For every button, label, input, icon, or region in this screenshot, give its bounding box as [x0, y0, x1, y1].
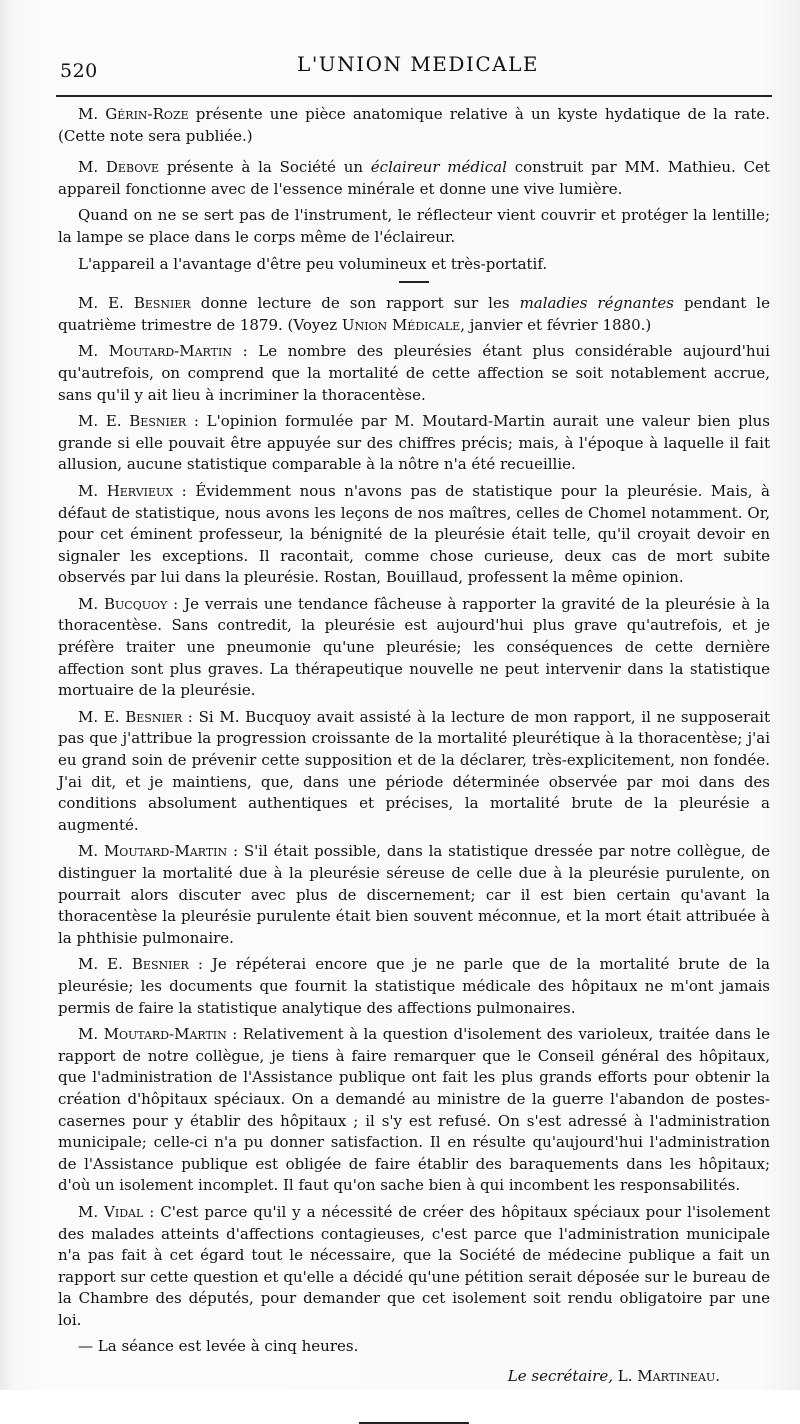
speaker-name: M. Hervieux :	[78, 481, 187, 500]
paragraph	[58, 481, 770, 589]
paragraph	[58, 254, 770, 276]
paragraph-text: C'est parce qu'il y a nécessité de créer des hôpitaux spéciaux pour l'isolement des malades atteints d'affections contagieuses, c'est parce que l'administration municipale n'a pas fait à cet égard tout le nécessaire, que la Société de médecine publique a fait un rapport sur cette question et qu'elle a décidé qu'une pétition serait déposée sur le bureau de la Chambre des députés, pour demander que cet isolement soit rendu obligatoire par une loi.	[58, 1202, 770, 1329]
paragraph-text: Relativement à la question d'isolement des varioleux, traitée dans le rapport de notre collègue, je tiens à faire remarquer que le Conseil général des hôpitaux, que l'administration de l'Assistance publique ont fait les plus grands efforts pour obtenir la création d'hôpitaux spéciaux. On a demandé au ministre de la guerre l'abandon de postes-casernes pour y établir des hôpitaux ; il s'y est refusé. On s'est adressé à l'administration municipale; celle-ci n'a pu donner satisfaction. Il en résulte qu'aujourd'hui l'administration de l'Assistance publique est obligée de faire établir des baraquements dans les hôpitaux; d'où un isolement incomplet. Il faut qu'on sache bien à qui incombent les responsabilités.	[58, 1025, 770, 1195]
paragraph-text: pendant le quatrième trimestre de 1879. (Voyez	[58, 294, 770, 334]
paragraph-text: Quand on ne se sert pas de l'instrument, le réflecteur vient couvrir et protéger la lentille; la lampe se place dans le corps même de l'éclaireur.	[58, 206, 770, 246]
italic-term: éclaireur médical	[370, 158, 507, 177]
speaker-name: M. E. Besnier	[78, 294, 191, 313]
paragraph	[58, 1024, 770, 1197]
paragraph	[58, 1202, 770, 1332]
paragraph	[58, 411, 770, 476]
paragraph-text: donne lecture de son rapport sur les	[200, 294, 510, 313]
paragraph-text: présente à la Société un	[166, 158, 364, 177]
signature-block	[58, 1366, 770, 1388]
speaker-name: M. E. Besnier :	[78, 707, 193, 726]
italic-term: maladies régnantes	[519, 294, 674, 313]
paragraph-text: Je verrais une tendance fâcheuse à rapporter la gravité de la pleurésie à la thoracentèse. Sans contredit, la pleurésie est aujourd'hui plus grave qu'autrefois, et je préfère traiter une pneumonie qu'une pleurésie; les conséquences de cette dernière affection sont plus graves. La thérapeutique nouvelle ne peut intervenir dans la statistique mortuaire de la pleurésie.	[58, 594, 770, 700]
article-body	[58, 104, 770, 1424]
speaker-name: M. Moutard-Martin :	[78, 1025, 238, 1044]
running-title: L'UNION MEDICALE	[297, 52, 539, 76]
speaker-name: M. E. Besnier :	[78, 412, 199, 431]
speaker-name: M. E. Besnier :	[78, 955, 203, 974]
paragraph	[58, 954, 770, 1019]
paragraph-text: Évidemment nous n'avons pas de statistique pour la pleurésie. Mais, à défaut de statistique, nous avons les leçons de nos maîtres, celles de Chomel notamment. Or, pour cet éminent professeur, la bénignité de la pleurésie était telle, qu'il croyait devoir en signaler les exceptions. Il racontait, comme chose curieuse, deux cas de mort subite observés par lui dans la pleurésie. Rostan, Bouillaud, professent la même opinion.	[58, 481, 771, 587]
paragraph-text: S'il était possible, dans la statistique dressée par notre collègue, de distinguer la mortalité due à la pleurésie séreuse de celle due à la pleurésie purulente, on pourrait alors discuter avec plus de discernement; car il est bien certain qu'avant la thoracentèse la pleurésie purulente était bien souvent méconnue, et la mort était attribuée à la phthisie pulmonaire.	[58, 842, 770, 947]
page-number: 520	[60, 60, 98, 82]
journal-reference: Union Médicale	[341, 315, 461, 334]
paragraph-text: L'appareil a l'avantage d'être peu volumineux et très-portatif.	[78, 254, 548, 273]
speaker-name: M. Gérin-Roze	[78, 105, 189, 123]
paragraph-text: Si M. Bucquoy avait assisté à la lecture de mon rapport, il ne supposerait pas que j'attribue la progression croissante de la mortalité pleurétique à la thoracentèse; j'ai eu grand soin de prévenir cette supposition et de la déclarer, très-explicitement, non fondée. J'ai dit, et je maintiens, que, dans une période déterminée observée par moi dans des conditions absolument authentiques et précises, la mortalité brute de la pleurésie a augmenté.	[58, 707, 770, 834]
speaker-name: M. Moutard-Martin :	[78, 842, 239, 861]
paragraph-text: construit par MM. Mathieu. Cet appareil fonctionne avec de l'essence minérale et donne une vive lumière.	[58, 158, 770, 198]
paragraph	[58, 104, 770, 147]
speaker-name: M. Debove	[78, 158, 160, 177]
paragraph-text: Je répéterai encore que je ne parle que de la mortalité brute de la pleurésie; les documents que fournit la statistique médicale des hôpitaux ne m'ont jamais permis de faire la statistique analytique des affections pulmonaires.	[58, 955, 771, 1017]
paragraph-text: Le nombre des pleurésies étant plus considérable aujourd'hui qu'autrefois, on comprend que la mortalité de cette affection se soit notablement accrue, sans qu'il y ait lieu à incriminer la thoracentèse.	[58, 342, 770, 404]
speaker-name: M. Vidal :	[78, 1202, 155, 1221]
signature-role: Le secrétaire,	[507, 1367, 613, 1386]
paragraph-text: L'opinion formulée par M. Moutard-Martin aurait une valeur bien plus grande si elle pouvait être appuyée sur des chiffres précis; mais, à l'époque à laquelle il fait allusion, aucune statistique comparable à la nôtre n'a été recueillie.	[58, 412, 770, 474]
section-divider	[399, 281, 429, 283]
paragraph	[58, 157, 770, 200]
paragraph	[58, 707, 770, 837]
speaker-name: M. Bucquoy :	[78, 594, 179, 613]
page-header	[58, 50, 770, 90]
paragraph	[58, 841, 770, 949]
footer-rule	[359, 1422, 469, 1424]
speaker-name: M. Moutard-Martin :	[78, 342, 248, 361]
paragraph	[58, 341, 770, 406]
session-closing: — La séance est levée à cinq heures.	[78, 1337, 359, 1356]
header-rule	[56, 95, 772, 97]
signature-name: L. Martineau.	[617, 1367, 720, 1386]
paragraph-text: présente une pièce anatomique relative à un kyste hydatique de la rate. (Cette note sera publiée.)	[58, 105, 770, 145]
paragraph-text: , janvier et février 1880.)	[460, 315, 652, 334]
paragraph	[58, 205, 770, 248]
paragraph	[58, 594, 770, 702]
paragraph	[58, 293, 770, 336]
